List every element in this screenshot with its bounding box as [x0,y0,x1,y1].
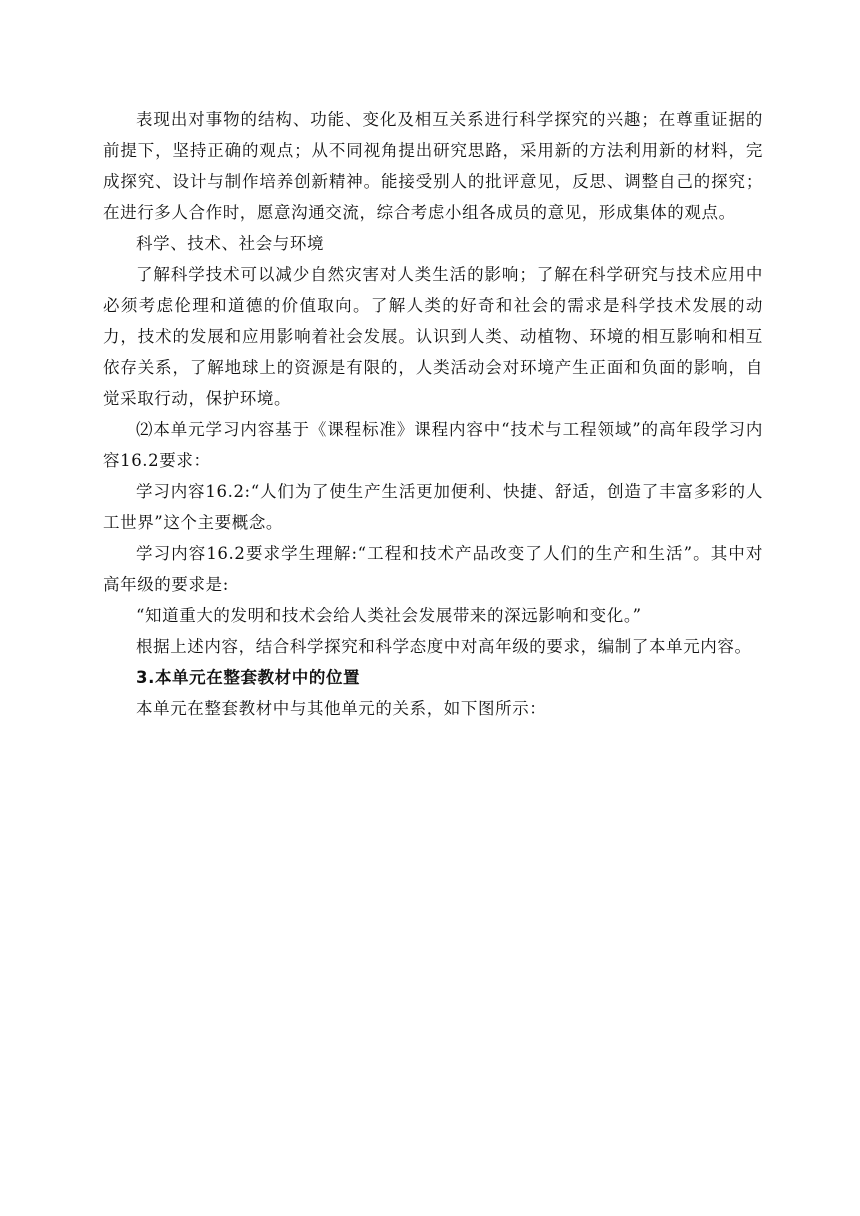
paragraph-subheading-sts: 科学、技术、社会与环境 [136,234,325,253]
paragraph-summary: 根据上述内容，结合科学探究和科学态度中对高年级的要求，编制了本单元内容。 [136,637,752,656]
document-body [103,104,763,724]
section-heading-unit-position: 3.本单元在整套教材中的位置 [136,668,361,687]
paragraph-curriculum-standard: ⑵本单元学习内容基于《课程标准》课程内容中“技术与工程领域”的高年段学习内容16.2要求： [103,420,763,470]
paragraph-science-attitude: 表现出对事物的结构、功能、变化及相互关系进行科学探究的兴趣；在尊重证据的前提下，坚持正确的观点；从不同视角提出研究思路，采用新的方法利用新的材料，完成探究、设计与制作培养创新精神。能接受别人的批评意见，反思、调整自己的探究；在进行多人合作时，愿意沟通交流，综合考虑小组各成员的意见，形成集体的观点。 [103,110,763,222]
paragraph-sts-content: 了解科学技术可以减少自然灾害对人类生活的影响；了解在科学研究与技术应用中必须考虑伦理和道德的价值取向。了解人类的好奇和社会的需求是科学技术发展的动力，技术的发展和应用影响着社会发展。认识到人类、动植物、环境的相互影响和相互依存关系，了解地球上的资源是有限的，人类活动会对环境产生正面和负面的影响，自觉采取行动，保护环境。 [103,265,763,408]
paragraph-unit-relation: 本单元在整套教材中与其他单元的关系，如下图所示： [136,699,547,718]
paragraph-learning-requirement: 学习内容16.2要求学生理解:“工程和技术产品改变了人们的生产和生活”。其中对高年级的要求是: [103,544,763,594]
paragraph-quote: “知道重大的发明和技术会给人类社会发展带来的深远影响和变化。” [136,606,642,625]
paragraph-learning-content-16-2: 学习内容16.2:“人们为了使生产生活更加便利、快捷、舒适，创造了丰富多彩的人工世界”这个主要概念。 [103,482,763,532]
